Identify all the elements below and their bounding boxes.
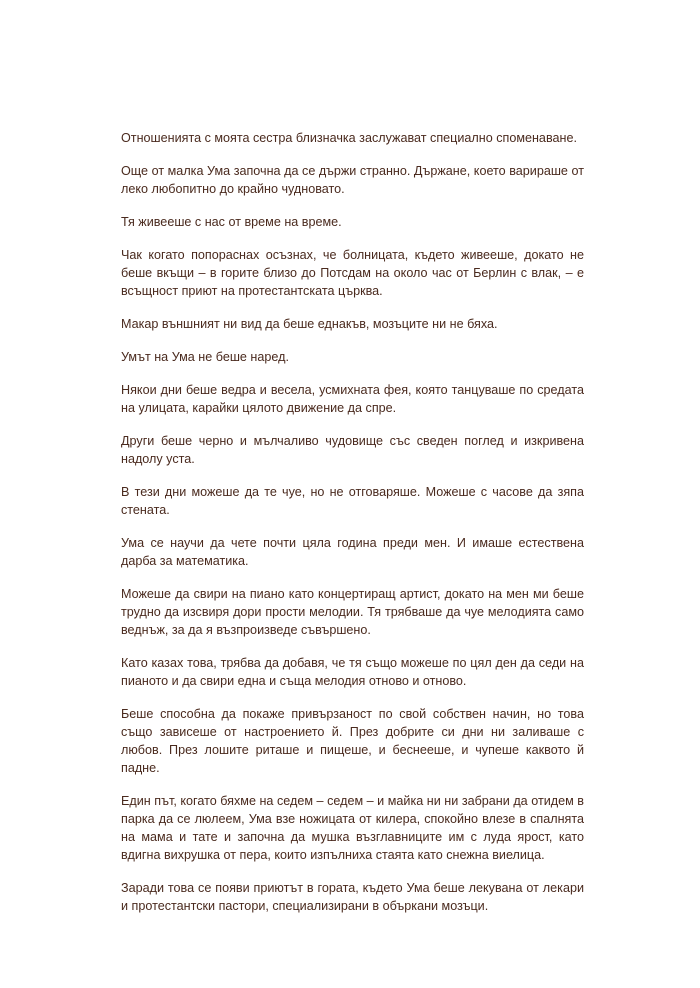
paragraph: Чак когато попораснах осъзнах, че болницата, където живееше, докато не беше вкъщи – в горите близо до Потсдам на около час от Берлин с влак, – е всъщност приют на протестантската църква.	[121, 248, 584, 298]
paragraph: Още от малка Ума започна да се държи странно. Държане, което варираше от леко любопитно до крайно чудновато.	[121, 164, 584, 196]
paragraph: В тези дни можеше да те чуе, но не отговаряше. Можеше с часове да зяпа стената.	[121, 485, 584, 517]
paragraph: Като казах това, трябва да добавя, че тя също можеше по цял ден да седи на пианото и да свири една и съща мелодия отново и отново.	[121, 656, 584, 688]
paragraph: Тя живееше с нас от време на време.	[121, 215, 342, 229]
paragraph: Заради това се появи приютът в гората, където Ума беше лекувана от лекари и протестантски пастори, специализирани в объркани мозъци.	[121, 881, 584, 913]
paragraph: Беше способна да покаже привързаност по свой собствен начин, но това също зависеше от настроението й. През добрите си дни ни заливаше с любов. През лошите риташе и пищеше, и беснееше, и чупеше каквото й падне.	[121, 707, 584, 775]
document-body	[121, 129, 584, 930]
paragraph: Ума се научи да чете почти цяла година преди мен. И имаше естествена дарба за математика.	[121, 536, 584, 568]
paragraph: Можеше да свири на пиано като концертиращ артист, докато на мен ми беше трудно да изсвиря дори прости мелодии. Тя трябваше да чуе мелодията само веднъж, за да я възпроизведе съвършено.	[121, 587, 584, 637]
paragraph: Един път, когато бяхме на седем – седем – и майка ни ни забрани да отидем в парка да се люлеем, Ума взе ножицата от килера, спокойно влезе в спалнята на мама и тате и започна да мушка възглавниците им с луда ярост, като вдигна вихрушка от пера, които изпълниха стаята като снежна виелица.	[121, 794, 584, 862]
paragraph: Други беше черно и мълчаливо чудовище със сведен поглед и изкривена надолу уста.	[121, 434, 584, 466]
paragraph: Някои дни беше ведра и весела, усмихната фея, която танцуваше по средата на улицата, карайки цялото движение да спре.	[121, 383, 584, 415]
paragraph: Макар външният ни вид да беше еднакъв, мозъците ни не бяха.	[121, 317, 498, 331]
paragraph: Умът на Ума не беше наред.	[121, 350, 289, 364]
paragraph: Отношенията с моята сестра близначка заслужават специално споменаване.	[121, 131, 577, 145]
